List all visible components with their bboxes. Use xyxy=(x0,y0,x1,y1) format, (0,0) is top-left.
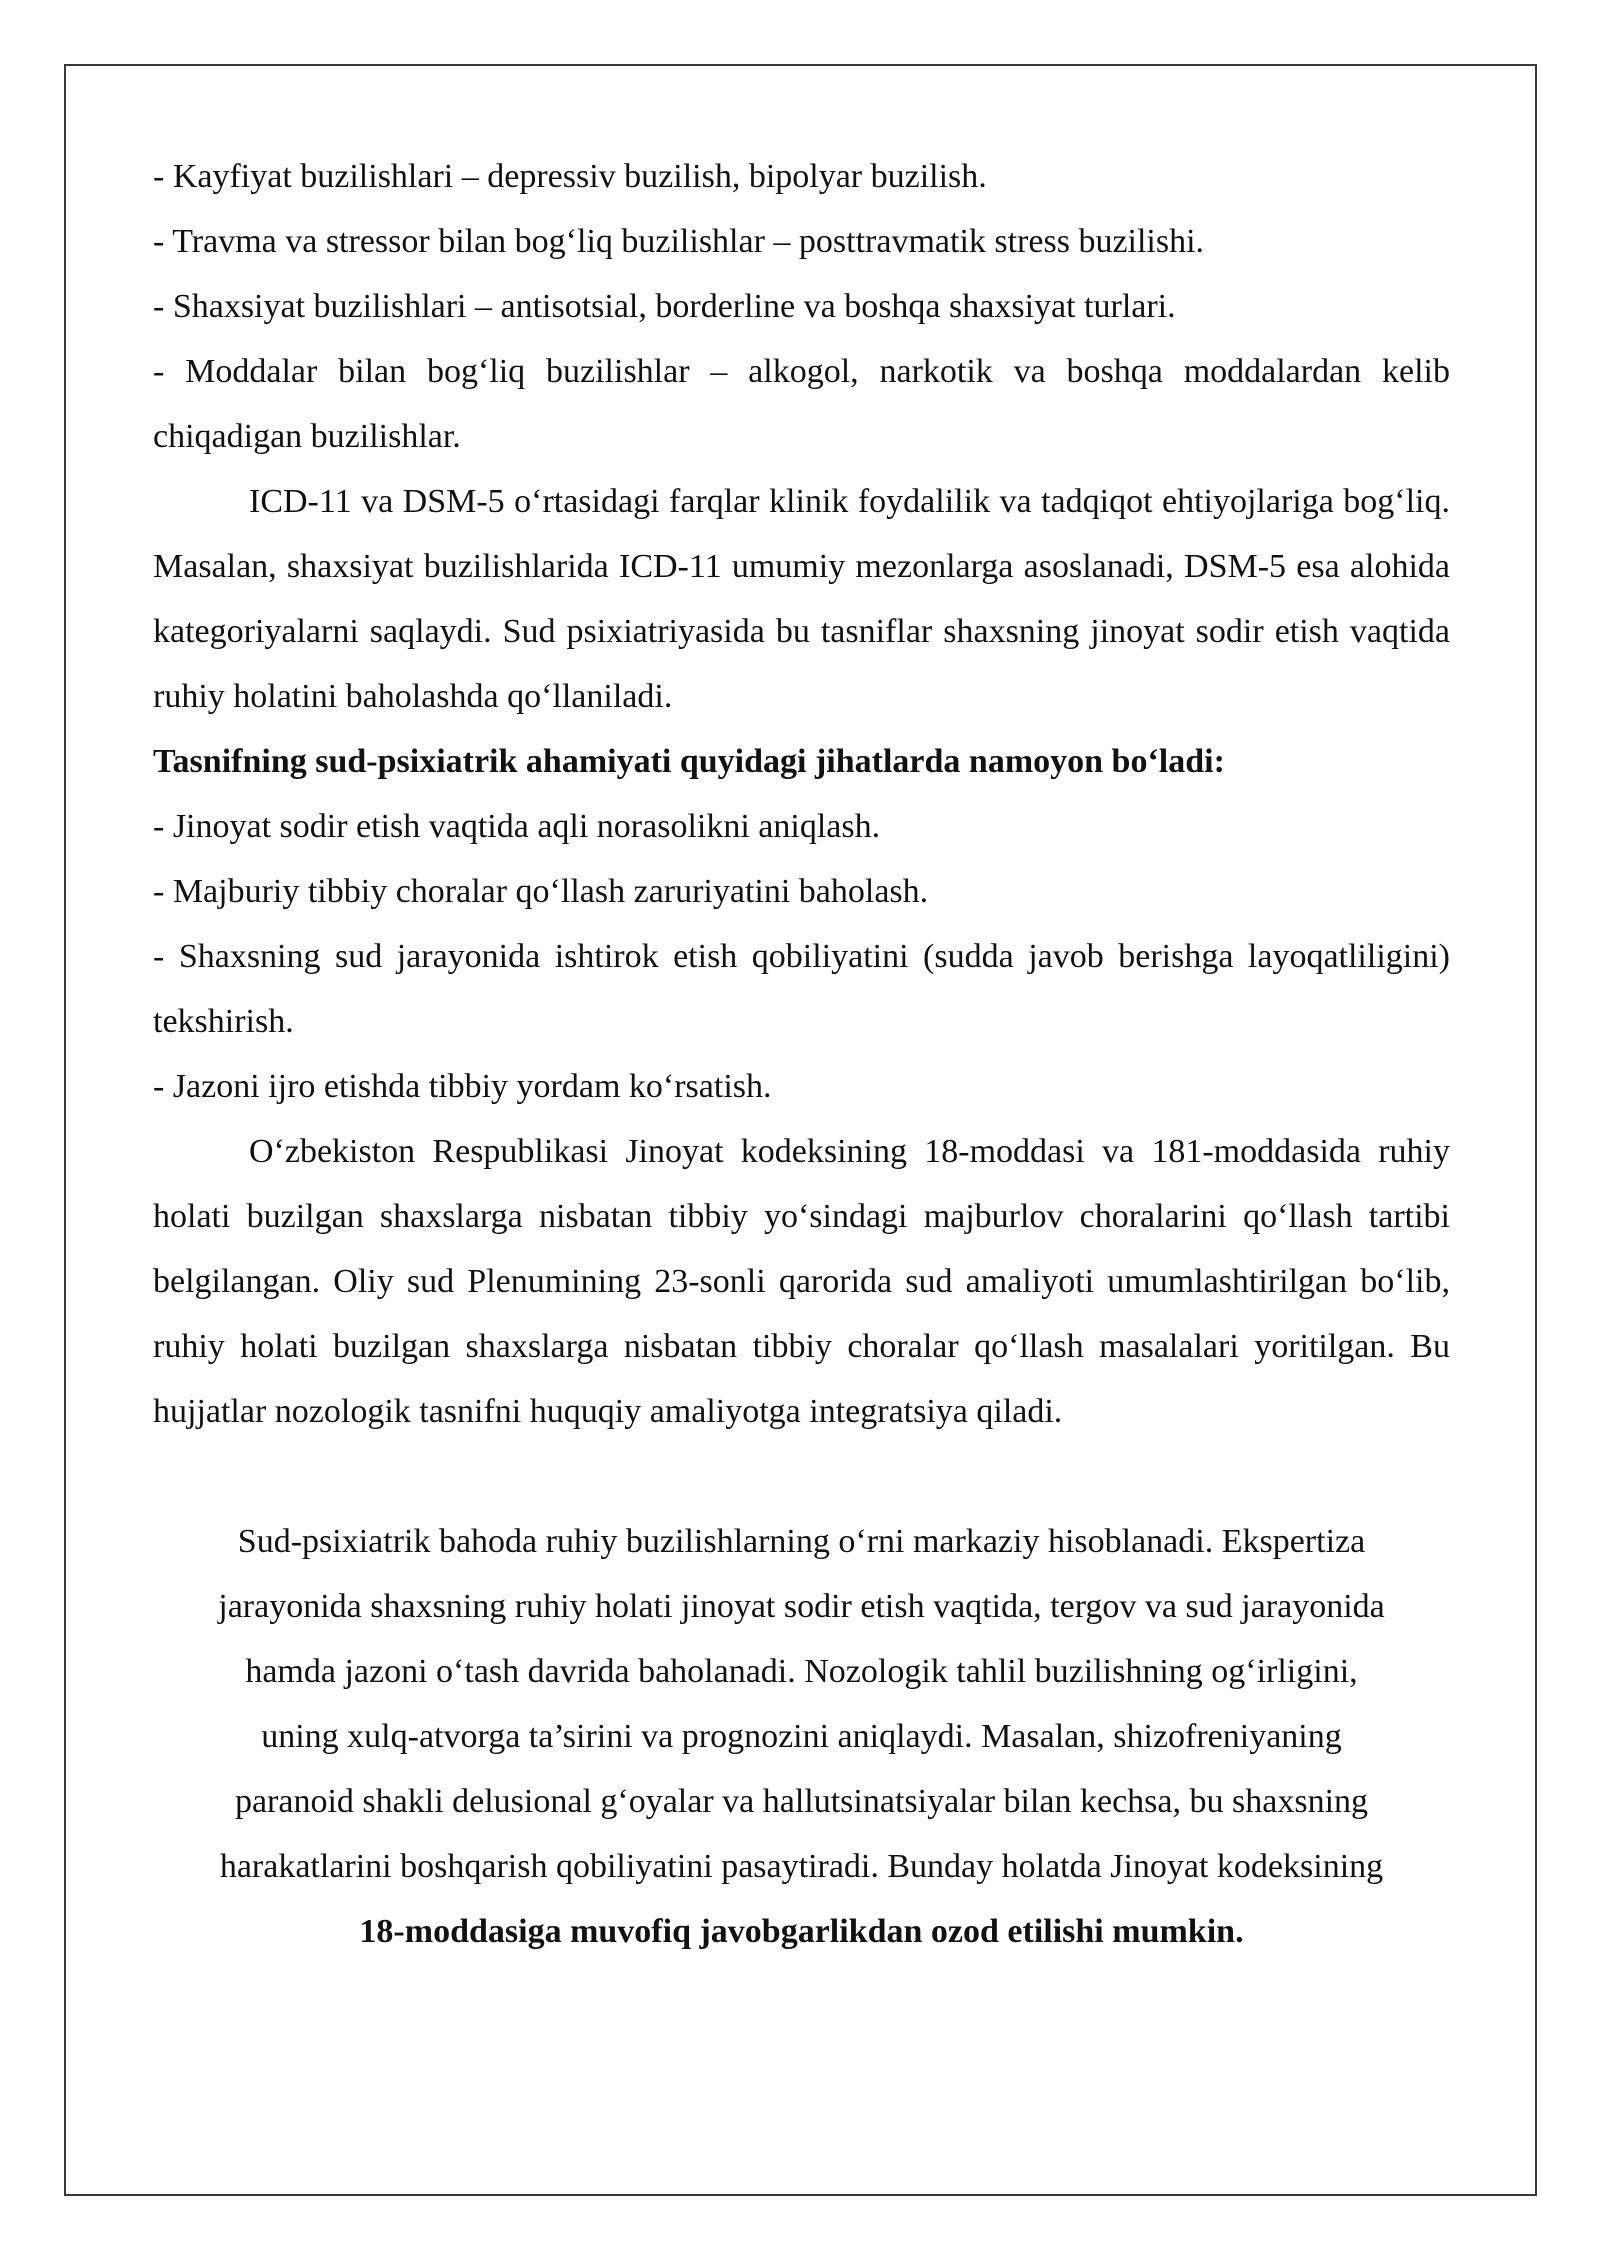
list-item: - Kayfiyat buzilishlari – depressiv buzilish, bipolyar buzilish. xyxy=(153,158,987,195)
list-item: - Shaxsiyat buzilishlari – antisotsial, borderline va boshqa shaxsiyat turlari. xyxy=(153,288,1176,325)
list-item: - Travma va stressor bilan bog‘liq buzilishlar – posttravmatik stress buzilishi. xyxy=(153,223,1205,260)
centered-line: hamda jazoni o‘tash davrida baholanadi. Nozologik tahlil buzilishning og‘irligini, xyxy=(245,1653,1358,1690)
list-item: - Jazoni ijro etishda tibbiy yordam ko‘rsatish. xyxy=(153,1068,772,1105)
list-item: - Jinoyat sodir etish vaqtida aqli norasolikni aniqlash. xyxy=(153,808,881,845)
centered-line: harakatlarini boshqarish qobiliyatini pasaytiradi. Bunday holatda Jinoyat kodeksining xyxy=(219,1848,1384,1885)
document-body xyxy=(153,144,1450,1964)
paragraph-law: O‘zbekiston Respublikasi Jinoyat kodeksining 18-moddasi va 181-moddasida ruhiy holati buzilgan shaxslarga nisbatan tibbiy yo‘sindagi majburlov choralarini qo‘llash tartibi belgilangan. Oliy sud Plenumining 23-sonli qarorida sud amaliyoti umumlashtirilgan bo‘lib, ruhiy holati buzilgan shaxslarga nisbatan tibbiy choralar qo‘llash masalalari yoritilgan. Bu hujjatlar nozologik tasnifni huquqiy amaliyotga integratsiya qiladi. xyxy=(153,1133,1450,1430)
centered-line: Sud-psixiatrik bahoda ruhiy buzilishlarning o‘rni markaziy hisoblanadi. Ekspertiza xyxy=(237,1523,1366,1560)
list-item: - Shaxsning sud jarayonida ishtirok etish qobiliyatini (sudda javob berishga layoqatliligini) tekshirish. xyxy=(153,938,1450,1040)
list-item: - Moddalar bilan bog‘liq buzilishlar – alkogol, narkotik va boshqa moddalardan kelib chiqadigan buzilishlar. xyxy=(153,353,1450,455)
centered-line: uning xulq-atvorga ta’sirini va prognozini aniqlaydi. Masalan, shizofreniyaning xyxy=(261,1718,1342,1755)
centered-bold-line: 18-moddasiga muvofiq javobgarlikdan ozod etilishi mumkin. xyxy=(359,1913,1244,1950)
paragraph-spacer xyxy=(153,1444,1450,1509)
centered-line: paranoid shakli delusional g‘oyalar va hallutsinatsiyalar bilan kechsa, bu shaxsning xyxy=(234,1783,1369,1820)
centered-line: jarayonida shaxsning ruhiy holati jinoyat sodir etish vaqtida, tergov va sud jarayonida xyxy=(218,1588,1385,1625)
paragraph-icd-dsm: ICD-11 va DSM-5 o‘rtasidagi farqlar klinik foydalilik va tadqiqot ehtiyojlariga bog‘liq. Masalan, shaxsiyat buzilishlarida ICD-11 umumiy mezonlarga asoslanadi, DSM-5 esa alohida kategoriyalarni saqlaydi. Sud psixiatriyasida bu tasniflar shaxsning jinoyat sodir etish vaqtida ruhiy holatini baholashda qo‘llaniladi. xyxy=(153,483,1450,715)
section-heading: Tasnifning sud-psixiatrik ahamiyati quyidagi jihatlarda namoyon bo‘ladi: xyxy=(153,743,1225,780)
list-item: - Majburiy tibbiy choralar qo‘llash zaruriyatini baholash. xyxy=(153,873,929,910)
